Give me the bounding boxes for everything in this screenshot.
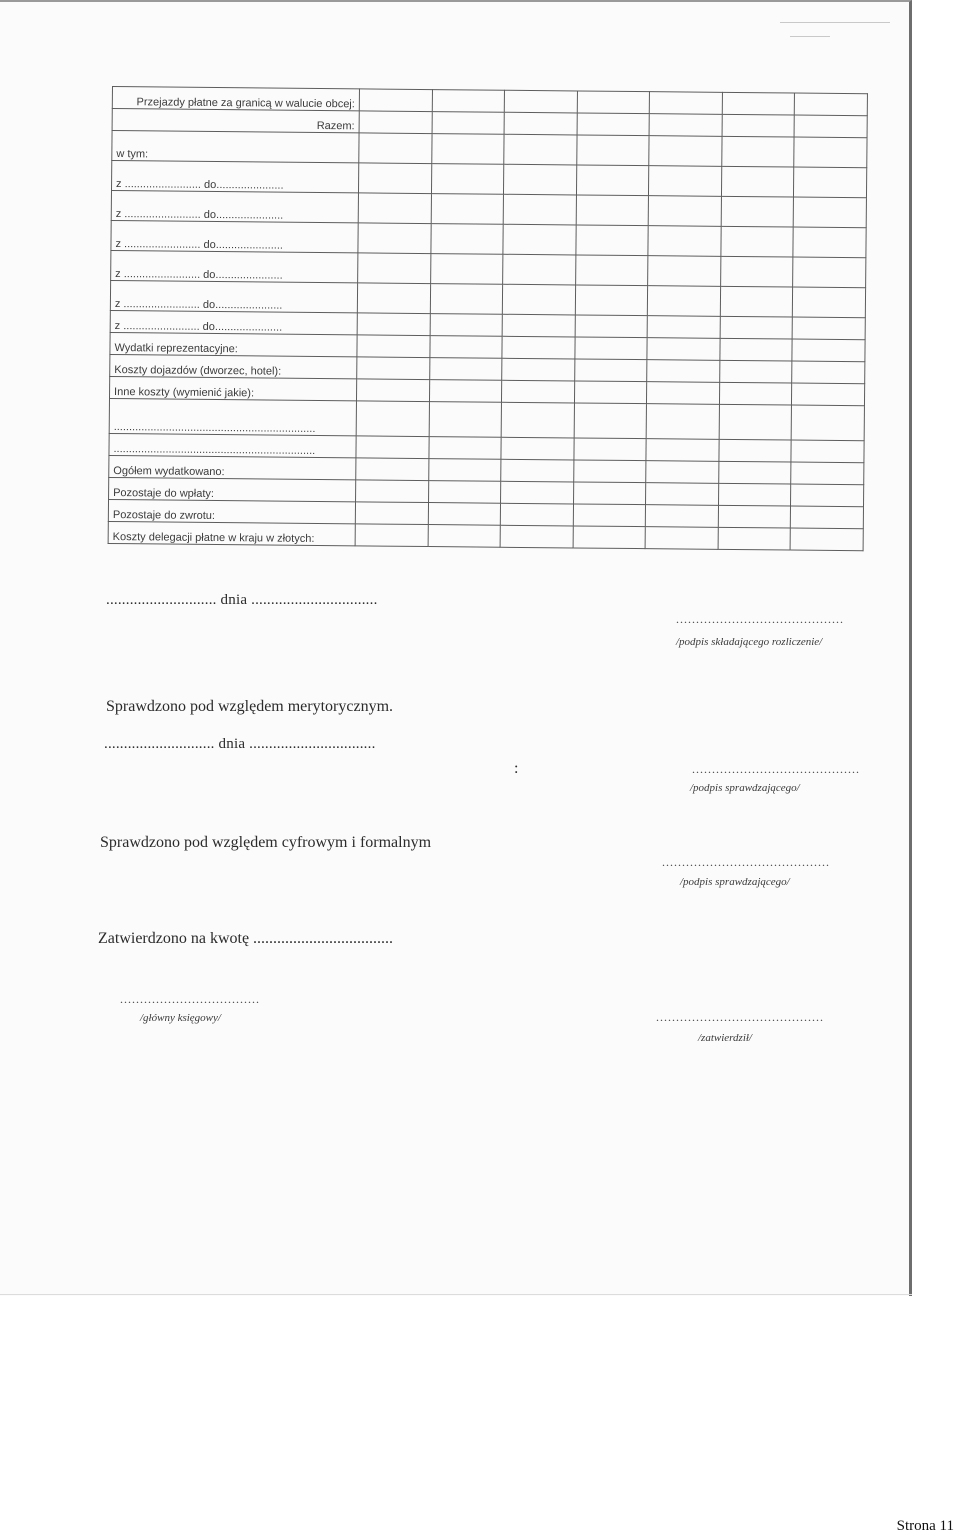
expense-amount-cell xyxy=(793,257,866,288)
expense-amount-cell xyxy=(719,360,792,383)
expense-amount-cell xyxy=(428,481,501,504)
chief-accountant-signature-line: ................................... xyxy=(120,992,260,1006)
expense-amount-cell xyxy=(795,93,868,116)
expense-amount-cell xyxy=(575,315,648,338)
expense-amount-cell xyxy=(576,225,649,256)
expense-amount-cell xyxy=(355,524,428,547)
expense-amount-cell xyxy=(356,379,429,402)
expense-amount-cell xyxy=(792,317,865,340)
expense-amount-cell xyxy=(356,436,429,459)
expense-amount-cell xyxy=(720,256,793,287)
expense-amount-cell xyxy=(574,381,647,404)
expense-row-label: Inne koszty (wymienić jakie): xyxy=(110,376,357,400)
expense-amount-cell xyxy=(573,482,646,505)
expense-amount-cell xyxy=(722,114,795,137)
expense-amount-cell xyxy=(649,114,722,137)
expense-amount-cell xyxy=(720,316,793,339)
expense-amount-cell xyxy=(648,256,721,287)
expense-amount-cell xyxy=(358,253,431,284)
expense-amount-cell xyxy=(428,503,501,526)
expense-amount-cell xyxy=(356,458,429,481)
expense-amount-cell xyxy=(722,136,795,167)
expense-amount-cell xyxy=(650,92,723,115)
expense-amount-cell xyxy=(503,194,576,225)
expense-amount-cell xyxy=(357,283,430,314)
expense-amount-cell xyxy=(432,90,505,113)
expense-amount-cell xyxy=(359,89,432,112)
expense-amount-cell xyxy=(646,505,719,528)
expense-amount-cell xyxy=(647,382,720,405)
formal-check-heading: Sprawdzono pod względem cyfrowym i formalnym xyxy=(100,834,432,851)
expense-table-body xyxy=(108,87,867,551)
expense-amount-cell xyxy=(577,91,650,114)
expense-amount-cell xyxy=(573,460,646,483)
expense-amount-cell xyxy=(357,357,430,380)
expense-amount-cell xyxy=(575,255,648,286)
expense-amount-cell xyxy=(356,401,429,437)
expense-amount-cell xyxy=(576,135,649,166)
expense-amount-cell xyxy=(794,167,867,198)
expense-amount-cell xyxy=(575,285,648,316)
expense-amount-cell xyxy=(649,166,722,197)
expense-amount-cell xyxy=(358,193,431,224)
expense-amount-cell xyxy=(500,503,573,526)
expense-amount-cell xyxy=(504,112,577,135)
expense-amount-cell xyxy=(721,196,794,227)
expense-row-label: z ......................... do...................... xyxy=(111,220,358,252)
expense-amount-cell xyxy=(646,483,719,506)
expense-row-label: Ogółem wydatkowano: xyxy=(109,455,356,479)
expense-amount-cell xyxy=(502,284,575,315)
expense-amount-cell xyxy=(791,506,864,529)
submit-date-line: ............................ dnia ................................ xyxy=(106,592,378,608)
expense-amount-cell xyxy=(718,527,791,550)
expense-amount-cell xyxy=(790,528,863,551)
expense-amount-cell xyxy=(357,335,430,358)
expense-row-label: Pozostaje do wpłaty: xyxy=(109,477,356,501)
expense-amount-cell xyxy=(430,254,503,285)
expense-row-label: Koszty dojazdów (dworzec, hotel): xyxy=(110,354,357,378)
expense-amount-cell xyxy=(720,338,793,361)
scan-edge xyxy=(0,1294,912,1295)
colon-mark: : xyxy=(514,760,519,777)
expense-amount-cell xyxy=(429,358,502,381)
page-number: Strona 11 xyxy=(896,1518,954,1534)
expense-row-label: Koszty delegacji płatne w kraju w złotych: xyxy=(108,521,355,545)
expense-amount-cell xyxy=(429,380,502,403)
expense-amount-cell xyxy=(793,287,866,318)
chief-accountant-caption: /główny księgowy/ xyxy=(140,1012,221,1024)
expense-amount-cell xyxy=(429,437,502,460)
expense-amount-cell xyxy=(791,440,864,463)
expense-amount-cell xyxy=(359,111,432,134)
expense-amount-cell xyxy=(501,459,574,482)
expense-amount-cell xyxy=(793,227,866,258)
expense-amount-cell xyxy=(794,197,867,228)
expense-amount-cell xyxy=(502,380,575,403)
expense-amount-cell xyxy=(791,462,864,485)
expense-amount-cell xyxy=(722,92,795,115)
expense-amount-cell xyxy=(648,196,721,227)
expense-amount-cell xyxy=(792,383,865,406)
expense-amount-cell xyxy=(358,223,431,254)
expense-table xyxy=(108,86,868,551)
expense-amount-cell xyxy=(792,339,865,362)
expense-amount-cell xyxy=(574,438,647,461)
expense-row-label: Wydatki reprezentacyjne: xyxy=(110,332,357,356)
expense-amount-cell xyxy=(356,480,429,503)
expense-amount-cell xyxy=(647,316,720,339)
expense-amount-cell xyxy=(432,112,505,135)
expense-amount-cell xyxy=(430,284,503,315)
expense-row-label: Razem: xyxy=(112,109,359,133)
expense-amount-cell xyxy=(574,359,647,382)
expense-amount-cell xyxy=(431,194,504,225)
expense-amount-cell xyxy=(430,224,503,255)
expense-row-label: w tym: xyxy=(112,131,359,163)
expense-amount-cell xyxy=(719,439,792,462)
expense-amount-cell xyxy=(648,286,721,317)
expense-amount-cell xyxy=(573,526,646,549)
expense-amount-cell xyxy=(719,404,792,440)
expense-amount-cell xyxy=(359,133,432,164)
expense-amount-cell xyxy=(718,483,791,506)
expense-amount-cell xyxy=(649,136,722,167)
expense-amount-cell xyxy=(648,226,721,257)
expense-amount-cell xyxy=(792,405,865,441)
expense-amount-cell xyxy=(428,459,501,482)
expense-amount-cell xyxy=(429,336,502,359)
expense-row-label: z ......................... do...................... xyxy=(111,161,358,193)
scan-smudge xyxy=(780,22,890,23)
expense-amount-cell xyxy=(574,403,647,439)
expense-amount-cell xyxy=(355,502,428,525)
expense-amount-cell xyxy=(719,461,792,484)
expense-row-label: Pozostaje do zwrotu: xyxy=(108,499,355,523)
expense-amount-cell xyxy=(721,226,794,257)
expense-amount-cell xyxy=(501,437,574,460)
expense-row-label: z ......................... do...................... xyxy=(110,310,357,334)
expense-row-label: .................................................................. xyxy=(109,433,356,457)
expense-amount-cell xyxy=(646,461,719,484)
expense-amount-cell xyxy=(646,439,719,462)
expense-amount-cell xyxy=(504,164,577,195)
expense-amount-cell xyxy=(502,358,575,381)
expense-amount-cell xyxy=(794,137,867,168)
submit-signature-line: .......................................... xyxy=(676,612,844,626)
expense-amount-cell xyxy=(577,113,650,136)
expense-amount-cell xyxy=(502,314,575,337)
expense-amount-cell xyxy=(792,361,865,384)
substantive-signature-caption: /podpis sprawdzającego/ xyxy=(690,782,800,794)
expense-amount-cell xyxy=(431,164,504,195)
expense-amount-cell xyxy=(500,525,573,548)
substantive-signature-line: .......................................... xyxy=(692,762,860,776)
expense-amount-cell xyxy=(501,481,574,504)
expense-amount-cell xyxy=(573,504,646,527)
expense-amount-cell xyxy=(428,525,501,548)
expense-amount-cell xyxy=(430,314,503,337)
expense-amount-cell xyxy=(721,166,794,197)
expense-amount-cell xyxy=(719,382,792,405)
expense-amount-cell xyxy=(504,90,577,113)
expense-amount-cell xyxy=(429,402,502,438)
expense-row-label: z ......................... do...................... xyxy=(111,190,358,222)
expense-amount-cell xyxy=(646,404,719,440)
substantive-check-heading: Sprawdzono pod względem merytorycznym. xyxy=(106,698,394,715)
expense-amount-cell xyxy=(358,163,431,194)
formal-signature-caption: /podpis sprawdzającego/ xyxy=(680,876,790,888)
approver-signature-line: .......................................... xyxy=(656,1010,824,1024)
formal-signature-line: .......................................... xyxy=(662,855,830,869)
expense-amount-cell xyxy=(576,195,649,226)
expense-amount-cell xyxy=(575,337,648,360)
expense-amount-cell xyxy=(647,338,720,361)
expense-amount-cell xyxy=(720,286,793,317)
scan-smudge xyxy=(790,36,830,37)
submit-signature-caption: /podpis składającego rozliczenie/ xyxy=(676,636,823,648)
approved-amount-line: Zatwierdzono na kwotę ................................... xyxy=(98,930,394,947)
expense-row-label: Przejazdy płatne za granicą w walucie obcej: xyxy=(112,87,359,111)
expense-row-label: z ......................... do...................... xyxy=(111,250,358,282)
expense-amount-cell xyxy=(791,484,864,507)
substantive-check-date-line: ............................ dnia ................................ xyxy=(104,736,376,752)
expense-amount-cell xyxy=(357,313,430,336)
expense-amount-cell xyxy=(503,254,576,285)
expense-amount-cell xyxy=(718,505,791,528)
expense-amount-cell xyxy=(502,336,575,359)
expense-row-label: z ......................... do...................... xyxy=(110,280,357,312)
expense-row-label: .................................................................. xyxy=(109,398,356,435)
expense-amount-cell xyxy=(504,134,577,165)
expense-amount-cell xyxy=(645,527,718,550)
expense-amount-cell xyxy=(576,165,649,196)
approver-caption: /zatwierdził/ xyxy=(698,1032,752,1044)
expense-amount-cell xyxy=(503,224,576,255)
expense-amount-cell xyxy=(431,134,504,165)
expense-amount-cell xyxy=(794,115,867,138)
expense-amount-cell xyxy=(647,360,720,383)
expense-amount-cell xyxy=(501,402,574,438)
